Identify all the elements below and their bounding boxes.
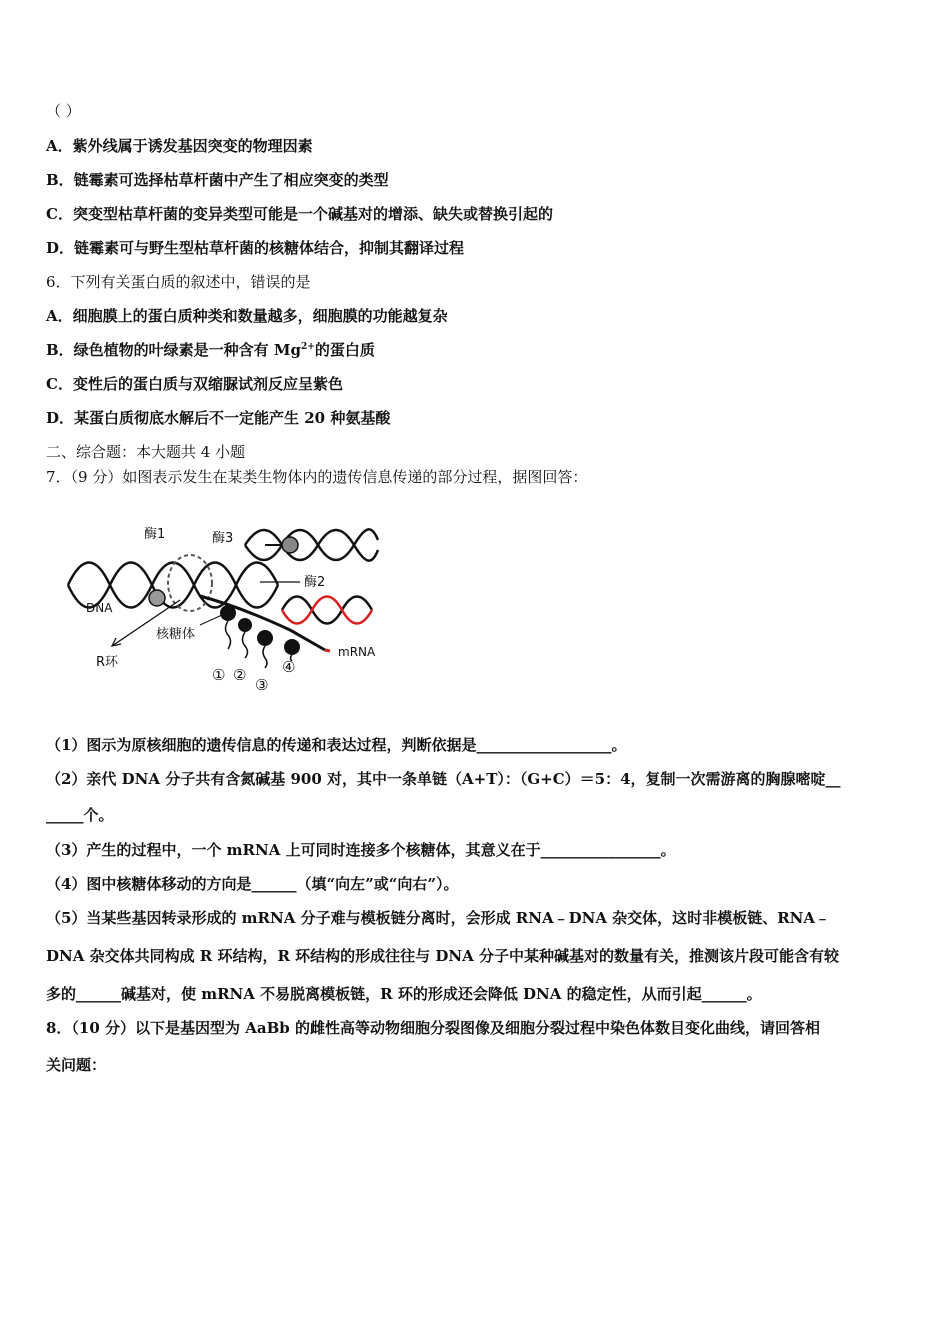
peptide-2 xyxy=(243,632,248,658)
q6-option-b-superscript: 2+ xyxy=(301,342,315,352)
dna-lower-fork-strand-b xyxy=(282,597,372,624)
enzyme-1-dot xyxy=(149,590,165,606)
mrna-tail xyxy=(325,650,330,651)
ribosome-1 xyxy=(220,605,236,621)
q7-sub-5-line-1: （5）当某些基因转录形成的 mRNA 分子难与模板链分离时，会形成 RNA﹣DNA 杂交体，这时非模板链、RNA﹣ xyxy=(46,909,831,927)
q6-option-a: A．细胞膜上的蛋白质种类和数量越多，细胞膜的功能越复杂 xyxy=(46,307,448,325)
q7-sub-2-line-2: _____个。 xyxy=(46,806,114,824)
transcription-bubble xyxy=(168,555,212,611)
q7-sub-5-line-3: 多的______碱基对，使 mRNA 不易脱离模板链，R 环的形成还会降低 DNA 的稳定性，从而引起______。 xyxy=(46,985,762,1003)
peptide-1 xyxy=(226,621,231,649)
dna-lower-fork-strand-a xyxy=(282,597,372,624)
q6-option-b xyxy=(46,340,375,360)
enzyme-3-dot xyxy=(282,537,298,553)
q6-option-c: C．变性后的蛋白质与双缩脲试剂反应呈紫色 xyxy=(46,375,343,393)
label-enzyme-1: 酶1 xyxy=(144,527,166,542)
label-mrna: mRNA xyxy=(338,645,376,659)
q7-sub-1: （1）图示为原核细胞的遗传信息的传递和表达过程，判断依据是__________________。 xyxy=(46,736,627,754)
label-enzyme-3: 酶3 xyxy=(212,531,234,546)
label-num-2: ② xyxy=(233,666,247,684)
question-8-line-2: 关问题： xyxy=(46,1056,107,1074)
question-8-line-1: 8．（10 分）以下是基因型为 AaBb 的雌性高等动物细胞分裂图像及细胞分裂过程中染色体数目变化曲线，请回答相 xyxy=(46,1019,821,1037)
label-dna: DNA xyxy=(86,601,113,615)
label-num-1: ① xyxy=(212,666,226,684)
ribosome-pointer xyxy=(200,615,222,625)
section-2-heading: 二、综合题：本大题共 4 小题 xyxy=(46,443,246,461)
label-num-4: ④ xyxy=(282,658,296,676)
q6-option-d: D．某蛋白质彻底水解后不一定能产生 20 种氨基酸 xyxy=(46,409,391,427)
ribosome-2 xyxy=(238,618,252,632)
option-d: D．链霉素可与野生型枯草杆菌的核糖体结合，抑制其翻译过程 xyxy=(46,239,465,257)
q6-option-b-text: B．绿色植物的叶绿素是一种含有 Mg xyxy=(46,341,301,359)
genetic-information-diagram xyxy=(60,520,390,690)
ribosome-3 xyxy=(257,630,273,646)
label-enzyme-2: 酶2 xyxy=(304,575,326,590)
option-b: B．链霉素可选择枯草杆菌中产生了相应突变的类型 xyxy=(46,171,389,189)
option-c: C．突变型枯草杆菌的变异类型可能是一个碱基对的增添、缺失或替换引起的 xyxy=(46,205,553,223)
label-num-3: ③ xyxy=(255,676,269,690)
blank-parenthesis: （ ） xyxy=(46,102,81,120)
ribosome-4 xyxy=(284,639,300,655)
question-7: 7．（9 分）如图表示发生在某类生物体内的遗传信息传递的部分过程，据图回答： xyxy=(46,468,588,486)
q7-sub-2-line-1: （2）亲代 DNA 分子共有含氮碱基 900 对，其中一条单链（A+T）：（G+C）＝5：4，复制一次需游离的胸腺嘧啶__ xyxy=(46,770,841,788)
label-ribosome: 核糖体 xyxy=(156,627,196,642)
peptide-3 xyxy=(263,646,267,668)
q7-sub-5-line-2: DNA 杂交体共同构成 R 环结构，R 环结构的形成往往与 DNA 分子中某种碱基对的数量有关，推测该片段可能含有较 xyxy=(46,947,839,965)
label-r-loop: R环 xyxy=(96,655,119,670)
q7-sub-4: （4）图中核糖体移动的方向是______（填“向左”或“向右”）。 xyxy=(46,875,459,893)
question-6: 6．下列有关蛋白质的叙述中，错误的是 xyxy=(46,273,311,291)
q7-sub-3: （3）产生的过程中，一个 mRNA 上可同时连接多个核糖体，其意义在于________________。 xyxy=(46,841,676,859)
q6-option-b-tail: 的蛋白质 xyxy=(314,341,375,359)
option-a: A．紫外线属于诱发基因突变的物理因素 xyxy=(46,137,313,155)
